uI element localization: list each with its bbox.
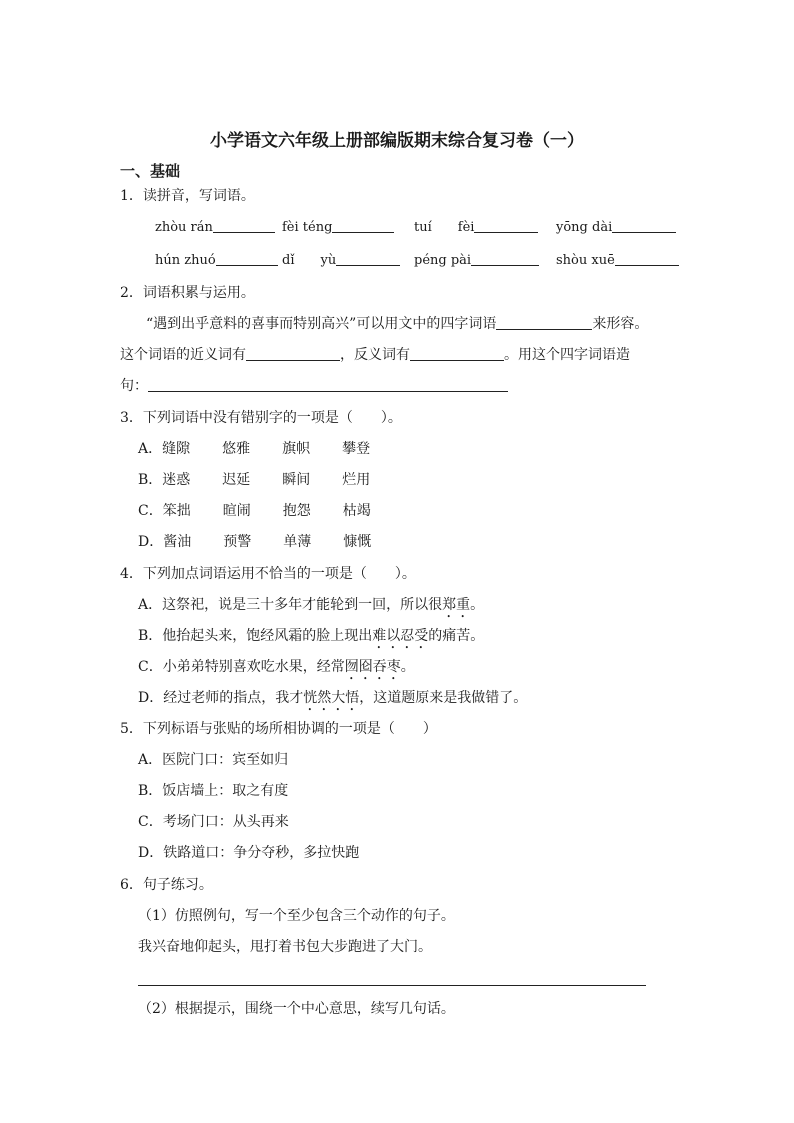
dotted-word: 囫囵吞枣 [344, 659, 401, 675]
pinyin-item: zhòu rán [155, 218, 275, 238]
question-4-stem: 4．下列加点词语运用不恰当的一项是（ ）。 [120, 566, 416, 582]
answer-blank[interactable] [213, 218, 275, 233]
question-2-line-2: 这个词语的近义词有 ，反义词有 。用这个四字词语造 [120, 347, 630, 363]
answer-blank[interactable] [612, 218, 676, 233]
pinyin-item: hún zhuó [155, 251, 278, 271]
option-d[interactable]: D．酱油 预警 单薄 慷慨 [138, 534, 372, 550]
question-2-line-3: 句： [120, 376, 508, 396]
option-a[interactable]: A．这祭祀，说是三十多年才能轮到一回，所以很郑重。 [138, 597, 485, 613]
question-6-sub-1: （1）仿照例句，写一个至少包含三个动作的句子。 [138, 908, 455, 924]
option-b[interactable]: B．他抬起头来，饱经风霜的脸上现出难以忍受的痛苦。 [138, 628, 485, 644]
answer-blank[interactable] [216, 251, 278, 266]
answer-blank[interactable] [471, 251, 539, 266]
dotted-word: 郑重 [442, 597, 471, 613]
sentence-blank[interactable] [148, 377, 508, 392]
dotted-word: 恍然大悟 [303, 690, 360, 706]
pinyin-item: dǐ yù [282, 251, 400, 271]
option-a[interactable]: A．缝隙 悠雅 旗帜 攀登 [138, 441, 371, 457]
answer-blank[interactable] [410, 346, 504, 361]
option-c[interactable]: C．考场门口：从头再来 [138, 814, 289, 830]
answer-blank[interactable] [336, 251, 400, 266]
question-3-stem: 3．下列词语中没有错别字的一项是（ ）。 [120, 410, 402, 426]
pinyin-item: péng pài [414, 251, 539, 271]
question-6-sub-2: （2）根据提示，围绕一个中心意思，续写几句话。 [138, 1001, 455, 1017]
pinyin-item: shòu xuē [556, 251, 679, 271]
question-1-stem: 1．读拼音，写词语。 [120, 188, 255, 204]
question-2-stem: 2．词语积累与运用。 [120, 285, 255, 301]
pinyin-item: tuí fèi [414, 218, 538, 238]
option-b[interactable]: B．迷惑 迟延 瞬间 烂用 [138, 472, 371, 488]
answer-line[interactable] [138, 985, 646, 986]
option-c[interactable]: C．笨拙 暄闹 抱怨 枯竭 [138, 503, 371, 519]
pinyin-item: yōng dài [556, 218, 676, 238]
answer-blank[interactable] [615, 251, 679, 266]
pinyin-item: fèi téng [282, 218, 394, 238]
answer-blank[interactable] [496, 315, 592, 330]
section-heading-basics: 一、基础 [120, 162, 181, 180]
answer-blank[interactable] [474, 218, 538, 233]
page-title: 小学语文六年级上册部编版期末综合复习卷（一） [210, 131, 584, 151]
answer-blank[interactable] [332, 218, 394, 233]
answer-blank[interactable] [246, 346, 340, 361]
question-5-stem: 5．下列标语与张贴的场所相协调的一项是（ ） [120, 721, 437, 737]
option-a[interactable]: A．医院门口：宾至如归 [138, 752, 289, 768]
question-6-stem: 6．句子练习。 [120, 877, 213, 893]
option-c[interactable]: C．小弟弟特别喜欢吃水果，经常囫囵吞枣。 [138, 659, 415, 675]
option-d[interactable]: D．经过老师的指点，我才恍然大悟，这道题原来是我做错了。 [138, 690, 528, 706]
question-2-line-1: “遇到出乎意料的喜事而特别高兴”可以用文中的四字词语 来形容。 [146, 316, 649, 332]
dotted-word: 难以忍受 [372, 628, 429, 644]
option-b[interactable]: B．饭店墙上：取之有度 [138, 783, 289, 799]
option-d[interactable]: D．铁路道口：争分夺秒，多拉快跑 [138, 845, 360, 861]
example-sentence: 我兴奋地仰起头，甩打着书包大步跑进了大门。 [138, 939, 432, 955]
